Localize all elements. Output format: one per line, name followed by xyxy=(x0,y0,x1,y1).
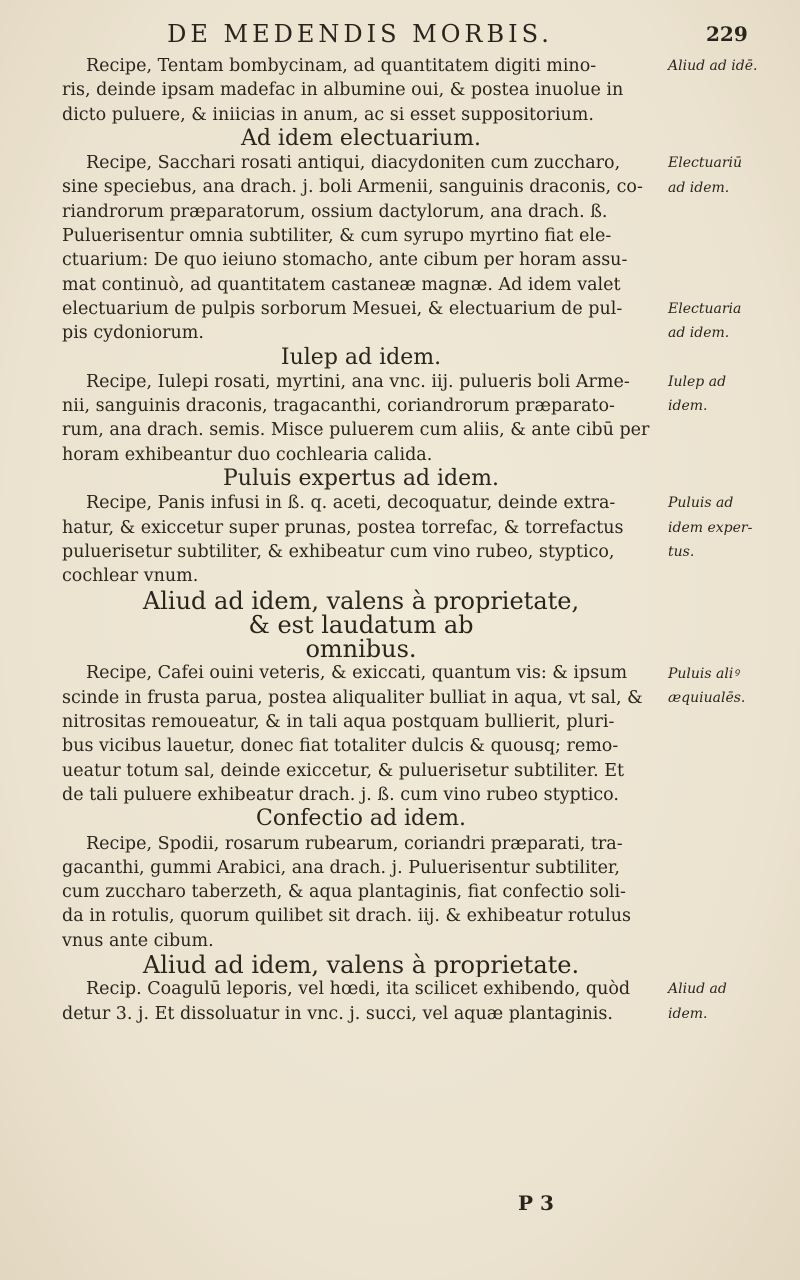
text-line: nii, sanguinis draconis, tragacanthi, coriandrorum præparato- xyxy=(62,396,615,417)
section-heading: Puluis expertus ad idem. xyxy=(222,467,500,492)
margin-note: tus. xyxy=(668,544,695,560)
section-heading: Confectio ad idem. xyxy=(255,807,467,832)
text-line: de tali puluere exhibeatur drach. j. ß. cum vino rubeo styptico. xyxy=(62,784,619,805)
text-line: nitrositas remoueatur, & in tali aqua postquam bullierit, pluri- xyxy=(62,712,615,733)
section-heading: Ad idem electuarium. xyxy=(240,126,482,151)
text-line: sine speciebus, ana drach. j. boli Armenii, sanguinis draconis, co- xyxy=(62,177,643,198)
text-line: Recipe, Iulepi rosati, myrtini, ana vnc. iij. pulueris boli Arme- xyxy=(86,371,630,392)
page-number: 229 xyxy=(706,22,748,46)
text-line: da in rotulis, quorum quilibet sit drach. iij. & exhibeatur rotulus xyxy=(62,906,631,927)
text-line: horam exhibeantur duo cochlearia calida. xyxy=(62,444,433,465)
main-text-block xyxy=(62,54,660,1026)
text-line: scinde in frusta parua, postea aliqualiter bulliat in aqua, vt sal, & xyxy=(62,687,643,708)
text-line: ctuarium: De quo ieiuno stomacho, ante cibum per horam assu- xyxy=(62,250,628,271)
text-line: gacanthi, gummi Arabici, ana drach. j. Puluerisentur subtiliter, xyxy=(62,857,620,878)
margin-note: idem. xyxy=(668,398,708,415)
margin-note: idem. xyxy=(668,1005,708,1022)
text-line: ris, deinde ipsam madefac in albumine oui, & postea inuolue in xyxy=(62,80,624,101)
text-line: cum zuccharo taberzeth, & aqua plantaginis, fiat confectio soli- xyxy=(62,882,626,903)
margin-note: Puluis ad xyxy=(668,495,734,512)
section-heading: Iulep ad idem. xyxy=(280,345,442,370)
text-line: puluerisetur subtiliter, & exhibeatur cum vino rubeo, styptico, xyxy=(62,541,615,562)
margin-note: Iulep ad xyxy=(668,373,727,390)
margin-note: idem exper- xyxy=(668,519,753,536)
margin-note: Electuaria xyxy=(668,301,742,317)
text-line: Puluerisentur omnia subtiliter, & cum syrupo myrtino fiat ele- xyxy=(62,226,612,247)
text-line: mat continuò, ad quantitatem castaneæ magnæ. Ad idem valet xyxy=(62,274,621,295)
text-line: vnus ante cibum. xyxy=(62,930,214,951)
margin-note: Aliud ad xyxy=(668,981,727,998)
margin-note: Aliud ad idē. xyxy=(668,58,758,74)
section-heading: Aliud ad idem, valens à proprietate, xyxy=(142,588,580,613)
text-line: cochlear vnum. xyxy=(62,566,199,587)
margin-note: Electuariū xyxy=(668,155,742,172)
text-line: hatur, & exiccetur super prunas, postea torrefac, & torrefactus xyxy=(62,517,624,538)
text-line: bus vicibus lauetur, donec fiat totaliter dulcis & quousq; remo- xyxy=(62,736,619,757)
section-heading: & est laudatum ab xyxy=(248,612,474,638)
text-line: detur 3. j. Et dissoluatur in vnc. j. succi, vel aquæ plantaginis. xyxy=(62,1003,613,1024)
text-line: Recipe, Tentam bombycinam, ad quantitatem digiti mino- xyxy=(86,56,597,76)
text-line: Recipe, Spodii, rosarum rubearum, coriandri præparati, tra- xyxy=(86,833,623,854)
text-line: dicto puluere, & iniicias in anum, ac si esset suppositorium. xyxy=(62,104,594,125)
section-heading: omnibus. xyxy=(305,637,417,662)
margin-note: ad idem. xyxy=(668,179,730,196)
text-line: riandrorum præparatorum, ossium dactylorum, ana drach. ß. xyxy=(62,201,608,222)
section-heading: Aliud ad idem, valens à proprietate. xyxy=(142,952,580,978)
text-line: Recip. Coagulū leporis, vel hœdi, ita scilicet exhibendo, quòd xyxy=(86,979,631,1000)
text-line: pis cydoniorum. xyxy=(62,323,204,344)
text-line: rum, ana drach. semis. Misce puluerem cum aliis, & ante cibū per xyxy=(62,420,650,441)
margin-note: æquiualēs. xyxy=(668,689,746,706)
text-line: Recipe, Sacchari rosati antiqui, diacydoniten cum zuccharo, xyxy=(86,153,621,174)
text-line: electuarium de pulpis sorborum Mesuei, & electuarium de pul- xyxy=(62,298,623,319)
margin-note: Puluis aliꝰ xyxy=(668,665,739,682)
signature-mark: P 3 xyxy=(518,1191,554,1215)
text-line: Recipe, Cafei ouini veteris, & exiccati, quantum vis: & ipsum xyxy=(86,663,628,684)
margin-note: ad idem. xyxy=(668,325,730,342)
running-head: DE MEDENDIS MORBIS. xyxy=(167,20,553,48)
text-line: Recipe, Panis infusi in ß. q. aceti, decoquatur, deinde extra- xyxy=(86,493,616,514)
text-line: ueatur totum sal, deinde exiccetur, & puluerisetur subtiliter. Et xyxy=(62,760,625,781)
